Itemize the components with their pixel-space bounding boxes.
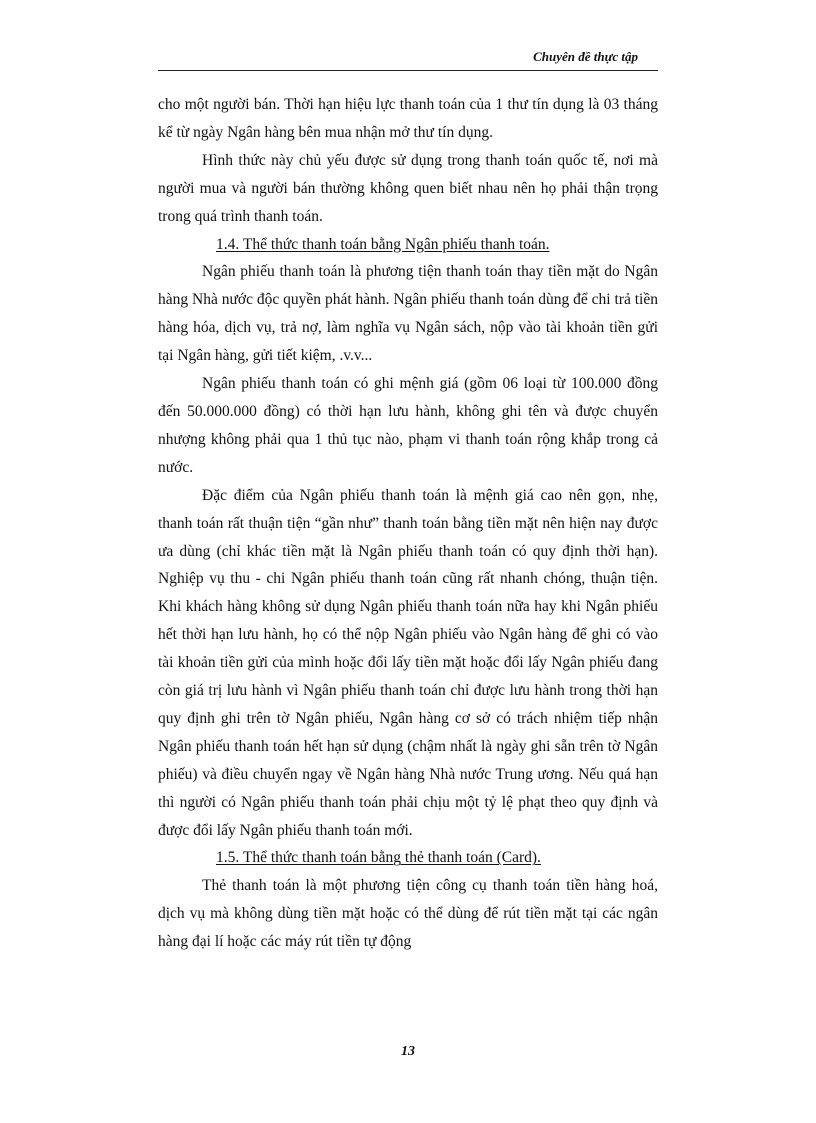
paragraph: Đặc điểm của Ngân phiếu thanh toán là mệnh giá cao nên gọn, nhẹ, thanh toán rất thuận tiện “gần như” thanh toán bằng tiền mặt nên hiện nay được ưa dùng (chỉ khác tiền mặt là Ngân phiếu thanh toán có quy định thời hạn). Nghiệp vụ thu - chi Ngân phiếu thanh toán cũng rất nhanh chóng, thuận tiện. Khi khách hàng không sử dụng Ngân phiếu thanh toán nữa hay khi Ngân phiếu hết thời hạn lưu hành, họ có thể nộp Ngân phiếu vào Ngân hàng để ghi có vào tài khoản tiền gửi của mình hoặc đổi lấy tiền mặt hoặc đổi lấy Ngân phiếu đang còn giá trị lưu hành vì Ngân phiếu thanh toán chỉ được lưu hành trong thời hạn quy định ghi trên tờ Ngân phiếu, Ngân hàng cơ sở có trách nhiệm tiếp nhận Ngân phiếu thanh toán hết hạn sử dụng (chậm nhất là ngày ghi sẵn trên tờ Ngân phiếu) và điều chuyển ngay về Ngân hàng Nhà nước Trung ương. Nếu quá hạn thì người có Ngân phiếu thanh toán phải chịu một tỷ lệ phạt theo quy định và được đổi lấy Ngân phiếu thanh toán mới. (158, 486, 658, 839)
section-heading-text: 1.5. Thể thức thanh toán bằng thẻ thanh toán (Card). (216, 849, 541, 867)
paragraph: Thẻ thanh toán là một phương tiện công cụ thanh toán tiền hàng hoá, dịch vụ mà không dùng tiền mặt hoặc có thể dùng để rút tiền mặt tại các ngân hàng đại lí hoặc các máy rút tiền tự động (158, 877, 658, 951)
paragraph: Ngân phiếu thanh toán có ghi mệnh giá (gồm 06 loại từ 100.000 đồng đến 50.000.000 đồng) có thời hạn lưu hành, không ghi tên và được chuyển nhượng không phải qua 1 thủ tục nào, phạm vi thanh toán rộng khắp trong cả nước. (158, 375, 658, 476)
header-rule (158, 70, 658, 71)
document-body (158, 91, 658, 956)
section-heading (158, 844, 658, 872)
paragraph: Ngân phiếu thanh toán là phương tiện thanh toán thay tiền mặt do Ngân hàng Nhà nước độc quyền phát hành. Ngân phiếu thanh toán dùng để chi trả tiền hàng hóa, dịch vụ, trả nợ, làm nghĩa vụ Ngân sách, nộp vào tài khoản tiền gửi tại Ngân hàng, gửi tiết kiệm, .v.v... (158, 263, 658, 365)
section-heading-text: 1.4. Thể thức thanh toán bằng Ngân phiếu thanh toán. (216, 235, 550, 253)
section-heading (158, 231, 658, 259)
running-header: Chuyên đề thực tập (533, 49, 638, 64)
paragraph: cho một người bán. Thời hạn hiệu lực thanh toán của 1 thư tín dụng là 03 tháng kể từ ngày Ngân hàng bên mua nhận mở thư tín dụng. (158, 96, 658, 141)
page-number: 13 (401, 1044, 415, 1059)
paragraph: Hình thức này chủ yếu được sử dụng trong thanh toán quốc tế, nơi mà người mua và người bán thường không quen biết nhau nên họ phải thận trọng trong quá trình thanh toán. (158, 151, 658, 225)
